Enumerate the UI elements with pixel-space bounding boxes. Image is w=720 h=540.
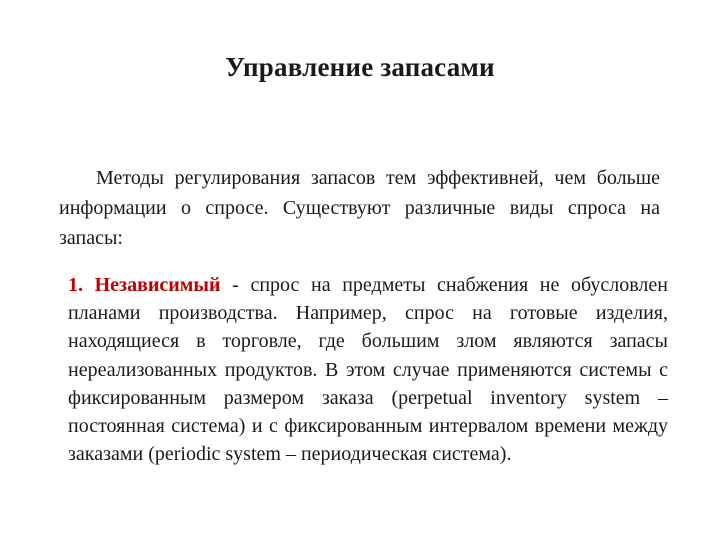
slide-title: Управление запасами [225,52,495,82]
demand-type-item [68,271,668,468]
item-description: - спрос на предметы снабжения не обусловлен планами производства. Например, спрос на готовые изделия, находящиеся в торговле, где большим злом являются запасы нереализованных продуктов. В этом случае применяются системы с фиксированным размером заказа (perpetual inventory system – постоянная система) и с фиксированным интервалом времени между заказами (periodic system – периодическая система). [68,274,668,466]
item-term: Независимый [94,274,221,296]
intro-paragraph: Методы регулирования запасов тем эффективней, чем больше информации о спросе. Существуют различные виды спроса на запасы: [59,167,660,249]
item-number: 1. [68,274,83,296]
